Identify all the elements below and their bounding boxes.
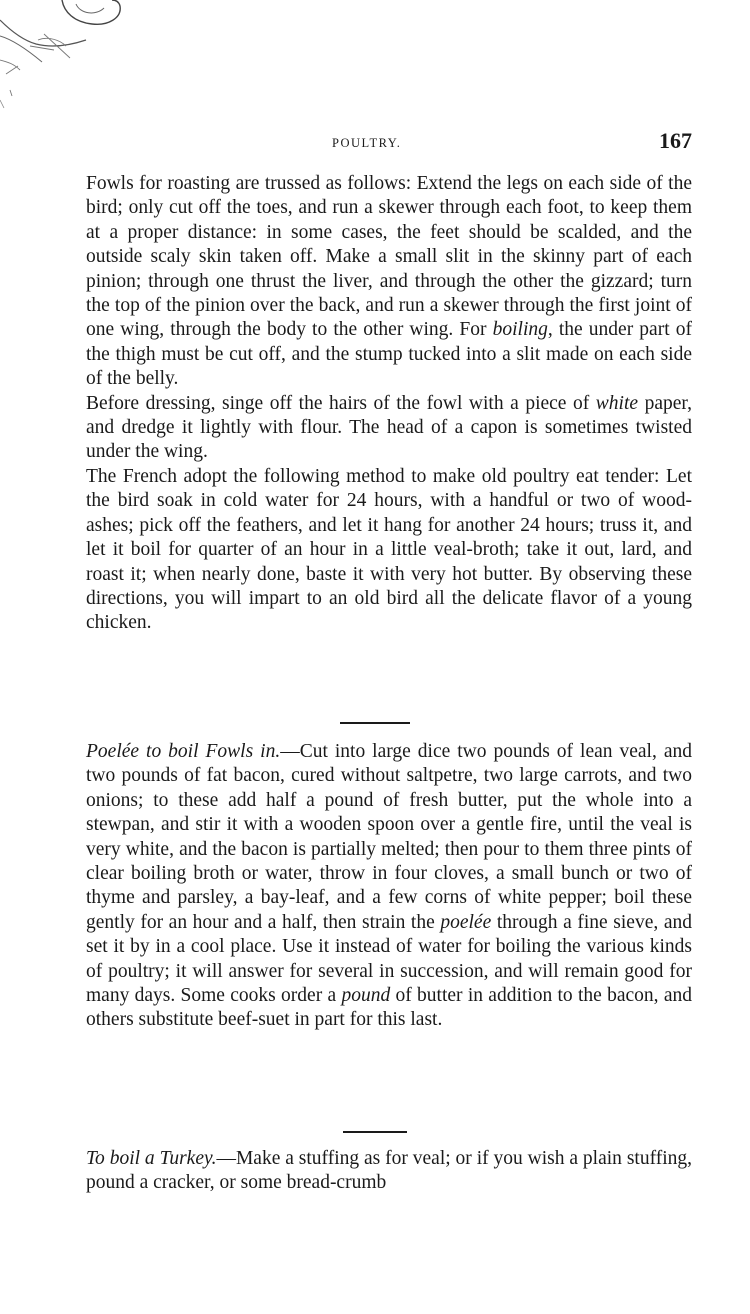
italic-text: pound	[341, 985, 391, 1007]
page-number: 167	[659, 128, 692, 153]
text-block-trussing	[86, 172, 692, 636]
text-run: Before dressing, singe off the hairs of the fowl with a piece of	[86, 392, 596, 414]
paragraph	[86, 392, 692, 465]
italic-text: white	[595, 392, 639, 414]
running-title: POULTRY.	[332, 136, 402, 150]
text-block-turkey	[86, 1147, 692, 1196]
text-run: —Cut into large dice two pounds of lean veal, and two pounds of fat bacon, cured without saltpetre, two large carrots, and two onions; to these add half a pound of fresh butter, put the whole into a stewpan, and stir it with a wooden spoon over a gentle fire, until the veal is very white, and the bacon is partially melted; then pour to them three pints of clear boiling broth or water, throw in four cloves, a small bunch or two of thyme and parsley, a bay-leaf, and a few corns of white pepper; boil these gently for an hour and a half, then strain the	[86, 741, 692, 933]
section-divider	[343, 1131, 407, 1133]
italic-text: boiling	[492, 319, 548, 341]
paragraph	[86, 1147, 692, 1196]
text-run: , the under part of the thigh must be cut off, and the stump tucked into a slit made on each side of the belly.	[86, 319, 692, 390]
paragraph	[86, 172, 692, 392]
corner-ornament-icon	[0, 0, 140, 110]
text-run: paper, and dredge it lightly with flour. The head of a capon is sometimes twisted under the wing.	[86, 392, 692, 463]
section-divider	[340, 722, 410, 724]
paragraph	[86, 740, 692, 1033]
text-run: —Make a stuffing as for veal; or if you wish a plain stuffing, pound a cracker, or some bread-crumb	[86, 1148, 693, 1194]
text-run: through a fine sieve, and set it by in a cool place. Use it instead of water for boiling the various kinds of poultry; it will answer for several in succession, and will remain good for many days. Some cooks order a	[86, 911, 692, 1007]
italic-text: poelée	[440, 911, 492, 933]
text-block-poelee	[86, 740, 692, 1033]
text-run: of butter in addition to the bacon, and others substitute beef-suet in part for this last.	[86, 985, 692, 1031]
text-run: Fowls for roasting are trussed as follows: Extend the legs on each side of the bird; only cut off the toes, and run a skewer through each foot, to keep them at a proper distance: in some cases, the feet should be scalded, and the outside scaly skin taken off. Make a small slit in the skinny part of each pinion; through one thrust the liver, and through the other the gizzard; turn the top of the pinion over the back, and run a skewer through the first joint of one wing, through the body to the other wing. For	[86, 173, 692, 341]
paragraph	[86, 465, 692, 636]
italic-text: To boil a Turkey.	[86, 1148, 217, 1169]
text-run: The French adopt the following method to make old poultry eat tender: Let the bird soak in cold water for 24 hours, with a handful or two of wood-ashes; pick off the feathers, and let it hang for another 24 hours; truss it, and let it boil for quarter of an hour in a little veal-broth; take it out, lard, and roast it; when nearly done, baste it with very hot butter. By observing these directions, you will impart to an old bird all the delicate flavor of a young chicken.	[86, 465, 692, 634]
italic-text: Poelée to boil Fowls in.	[86, 741, 281, 762]
page-header	[86, 128, 692, 158]
